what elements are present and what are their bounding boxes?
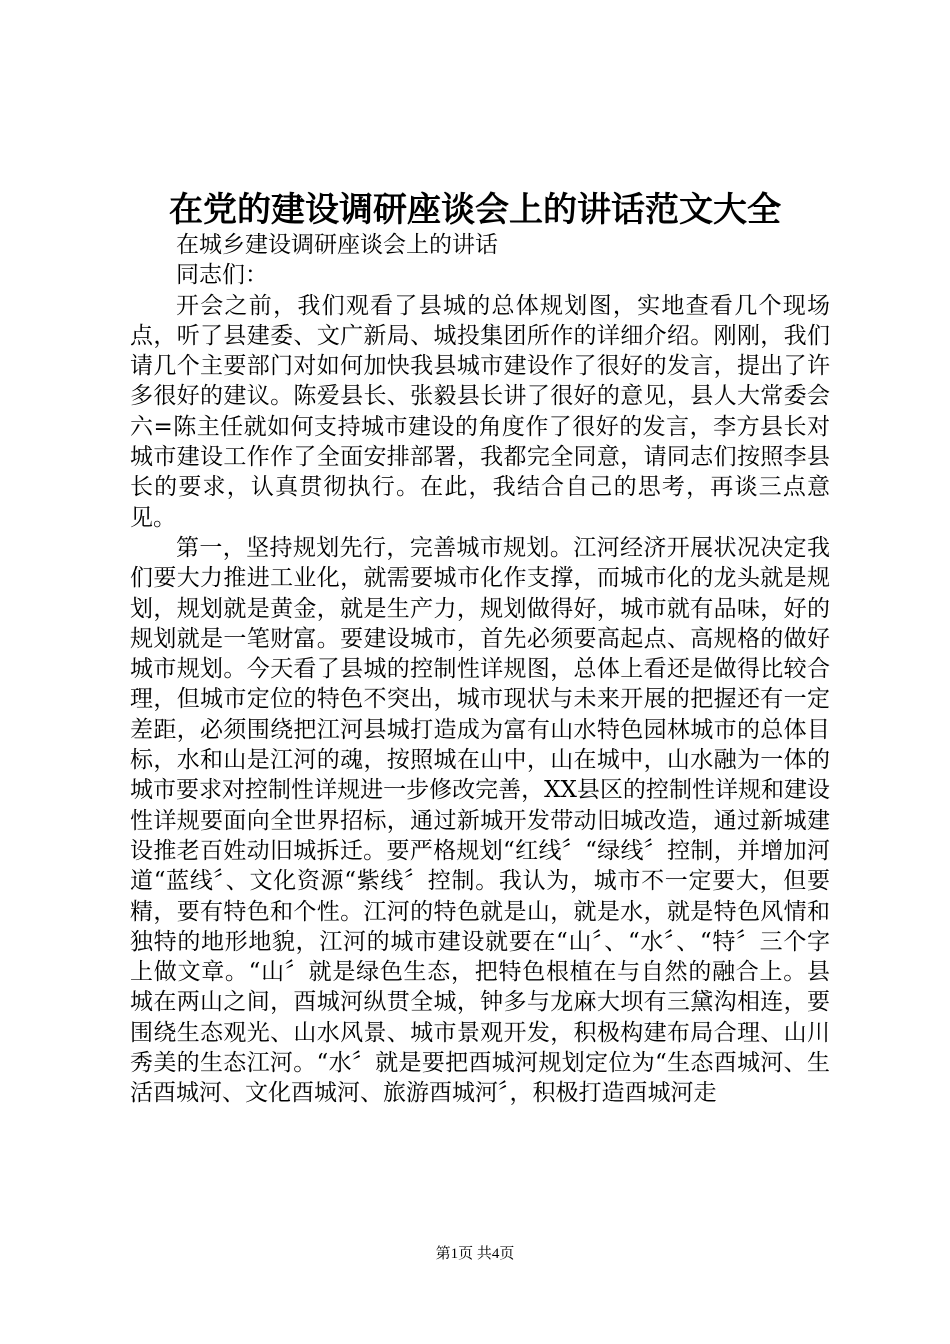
page-indicator: 第1页 共4页 bbox=[435, 1246, 515, 1262]
document-title: 在党的建设调研座谈会上的讲话范文大全 bbox=[169, 190, 781, 230]
document-subtitle: 在城乡建设调研座谈会上的讲话 bbox=[176, 232, 498, 258]
paragraph-2: 第一，坚持规划先行，完善城市规划。江河经济开展状况决定我们要大力推进工业化，就需要城市化作支撑，而城市化的龙头就是规划，规划就是黄金，就是生产力，规划做得好，城市就有品味，好的规划就是一笔财富。要建设城市，首先必须要高起点、高规格的做好城市规划。今天看了县城的控制性详规图，总体上看还是做得比较合理，但城市定位的特色不突出，城市现状与未来开展的把握还有一定差距，必须围绕把江河县城打造成为富有山水特色园林城市的总体目标，水和山是江河的魂，按照城在山中，山在城中，山水融为一体的城市要求对控制性详规进一步修改完善，XX县区的控制性详规和建设性详规要面向全世界招标，通过新城开发带动旧城改造，通过新城建设推老百姓动旧城拆迁。要严格规划“红线〞“绿线〞控制，并增加河道“蓝线〞、文化资源“紫线〞控制。我认为，城市不一定要大，但要精，要有特色和个性。江河的特色就是山，就是水，就是特色风情和独特的地形地貌，江河的城市建设就要在“山〞、“水〞、“特〞三个字上做文章。“山〞就是绿色生态，把特色根植在与自然的融合上。县城在两山之间，酉城河纵贯全城，钟多与龙麻大坝有三黛沟相连，要围绕生态观光、山水风景、城市景观开发，积极构建布局合理、山川秀美的生态江河。“水〞就是要把酉城河规划定位为“生态酉城河、生活酉城河、文化酉城河、旅游酉城河〞，积极打造酉城河走 bbox=[130, 534, 830, 1107]
document-body bbox=[130, 230, 830, 1109]
greeting: 同志们： bbox=[176, 262, 268, 289]
paragraph-1: 开会之前，我们观看了县城的总体规划图，实地查看几个现场点，听了县建委、文广新局、城投集团所作的详细介绍。刚刚，我们请几个主要部门对如何加快我县城市建设作了很好的发言，提出了许多很好的建议。陈爱县长、张毅县长讲了很好的意见，县人大常委会六=陈主任就如何支持城市建设的角度作了很好的发言，李方县长对城市建设工作作了全面安排部署，我都完全同意，请同志们按照李县长的要求，认真贯彻执行。在此，我结合自己的思考，再谈三点意见。 bbox=[130, 292, 830, 531]
